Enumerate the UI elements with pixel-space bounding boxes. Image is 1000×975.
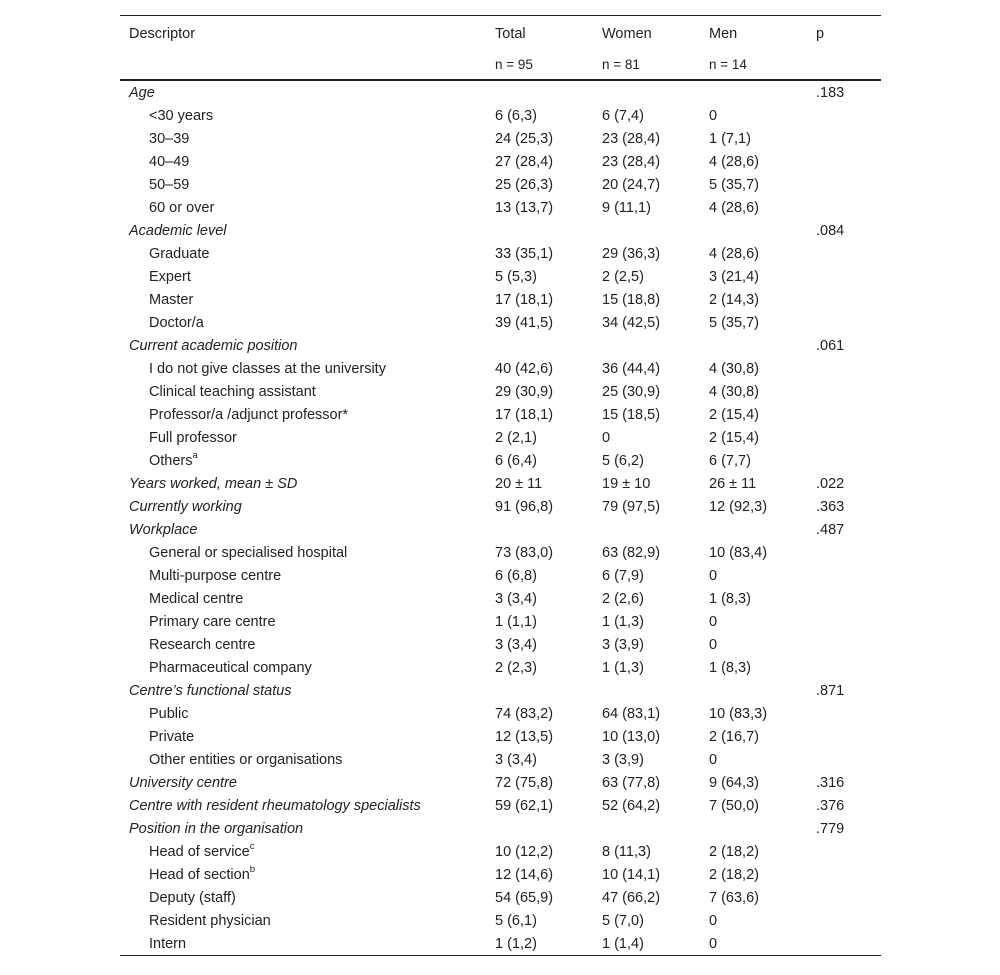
header-p: p xyxy=(807,16,881,50)
descriptor-label: Clinical teaching assistant xyxy=(149,383,316,400)
cell-women: 25 (30,9) xyxy=(602,383,661,400)
cell-descriptor xyxy=(120,288,486,311)
cell-descriptor xyxy=(120,541,486,564)
descriptor-table xyxy=(120,15,881,956)
cell-descriptor xyxy=(120,104,486,127)
cell-women xyxy=(593,219,700,242)
header-row-counts xyxy=(120,49,881,80)
cell-total: 3 (3,4) xyxy=(495,590,537,607)
cell-descriptor xyxy=(120,334,486,357)
cell-men: 2 (16,7) xyxy=(709,728,759,745)
cell-total: 20 ± 11 xyxy=(495,475,543,492)
cell-p xyxy=(807,150,881,173)
descriptor-label: Professor/a /adjunct professor* xyxy=(149,406,349,423)
cell-descriptor xyxy=(120,219,486,242)
descriptor-label: General or specialised hospital xyxy=(149,544,348,561)
cell-p: .316 xyxy=(816,774,845,791)
cell-women xyxy=(593,679,700,702)
table-row xyxy=(120,196,881,219)
cell-descriptor xyxy=(120,932,486,956)
cell-men: 0 xyxy=(709,567,718,584)
table-row xyxy=(120,863,881,886)
cell-women: 1 (1,3) xyxy=(602,659,644,676)
header-empty xyxy=(120,49,486,80)
table-row-category xyxy=(120,472,881,495)
cell-men: 0 xyxy=(709,912,718,929)
table-row xyxy=(120,932,881,956)
cell-women: 9 (11,1) xyxy=(602,199,651,216)
cell-women: 15 (18,5) xyxy=(602,406,661,423)
cell-total: 12 (13,5) xyxy=(495,728,554,745)
cell-descriptor xyxy=(120,909,486,932)
cell-women: 3 (3,9) xyxy=(602,636,644,653)
cell-descriptor xyxy=(120,679,486,702)
descriptor-label: Primary care centre xyxy=(149,613,276,630)
cell-total: 33 (35,1) xyxy=(495,245,554,262)
cell-men: 0 xyxy=(709,107,718,124)
cell-p xyxy=(807,587,881,610)
descriptor-label: Head of section xyxy=(149,866,250,883)
cell-women: 10 (13,0) xyxy=(602,728,661,745)
descriptor-label: Centre with resident rheumatology specialists xyxy=(129,797,421,814)
cell-women: 8 (11,3) xyxy=(602,843,651,860)
cell-p: .183 xyxy=(816,84,845,101)
cell-men: 7 (63,6) xyxy=(709,889,759,906)
cell-men: 6 (7,7) xyxy=(709,452,751,469)
cell-men: 1 (7,1) xyxy=(709,130,751,147)
cell-women: 19 ± 10 xyxy=(602,475,651,492)
table-row xyxy=(120,311,881,334)
cell-p xyxy=(807,725,881,748)
descriptor-label: Research centre xyxy=(149,636,256,653)
descriptor-label: Medical centre xyxy=(149,590,244,607)
cell-total: 10 (12,2) xyxy=(495,843,554,860)
cell-total: 91 (96,8) xyxy=(495,498,554,515)
cell-men: 2 (18,2) xyxy=(709,843,759,860)
descriptor-label: Public xyxy=(149,705,189,722)
cell-descriptor xyxy=(120,840,486,863)
cell-total xyxy=(486,817,593,840)
table-row xyxy=(120,909,881,932)
cell-total: 40 (42,6) xyxy=(495,360,554,377)
cell-men: 9 (64,3) xyxy=(709,774,759,791)
cell-women: 52 (64,2) xyxy=(602,797,661,814)
table-row xyxy=(120,242,881,265)
table-row xyxy=(120,173,881,196)
cell-p xyxy=(807,840,881,863)
cell-p xyxy=(807,932,881,956)
cell-men: 2 (15,4) xyxy=(709,429,759,446)
header-n-women: n = 81 xyxy=(593,49,700,80)
cell-descriptor xyxy=(120,564,486,587)
cell-total xyxy=(486,334,593,357)
cell-men: 10 (83,4) xyxy=(709,544,768,561)
cell-p xyxy=(807,357,881,380)
descriptor-label: Private xyxy=(149,728,195,745)
cell-women: 79 (97,5) xyxy=(602,498,661,515)
cell-men: 2 (14,3) xyxy=(709,291,759,308)
table-row xyxy=(120,403,881,426)
table-row-category xyxy=(120,794,881,817)
cell-women xyxy=(593,518,700,541)
cell-p xyxy=(807,702,881,725)
cell-total: 54 (65,9) xyxy=(495,889,554,906)
table-row xyxy=(120,449,881,472)
cell-p xyxy=(807,265,881,288)
cell-women: 29 (36,3) xyxy=(602,245,661,262)
table-row xyxy=(120,288,881,311)
cell-descriptor xyxy=(120,449,486,472)
cell-men xyxy=(700,817,807,840)
cell-women: 23 (28,4) xyxy=(602,153,661,170)
cell-descriptor xyxy=(120,518,486,541)
cell-p: .871 xyxy=(816,682,845,699)
cell-descriptor xyxy=(120,380,486,403)
cell-total: 12 (14,6) xyxy=(495,866,554,883)
table-header xyxy=(120,16,881,81)
descriptor-label: Years worked, mean ± SD xyxy=(129,475,298,492)
cell-men: 2 (18,2) xyxy=(709,866,759,883)
cell-men: 26 ± 11 xyxy=(709,475,757,492)
cell-men xyxy=(700,334,807,357)
cell-women: 63 (82,9) xyxy=(602,544,661,561)
cell-men: 12 (92,3) xyxy=(709,498,768,515)
cell-men xyxy=(700,518,807,541)
descriptor-label: I do not give classes at the university xyxy=(149,360,386,377)
cell-total: 29 (30,9) xyxy=(495,383,554,400)
cell-women: 1 (1,4) xyxy=(593,932,700,956)
cell-descriptor xyxy=(120,311,486,334)
cell-total: 59 (62,1) xyxy=(495,797,554,814)
cell-descriptor xyxy=(120,771,486,794)
header-total: Total xyxy=(486,16,593,50)
cell-total: 6 (6,8) xyxy=(495,567,537,584)
table-row xyxy=(120,357,881,380)
cell-men: 4 (28,6) xyxy=(709,153,759,170)
table-row xyxy=(120,541,881,564)
table-row xyxy=(120,656,881,679)
table-row xyxy=(120,150,881,173)
cell-men: 3 (21,4) xyxy=(709,268,759,285)
cell-descriptor xyxy=(120,196,486,219)
table-row xyxy=(120,587,881,610)
descriptor-label: Position in the organisation xyxy=(129,820,304,837)
cell-men: 1 (8,3) xyxy=(709,659,751,676)
descriptor-label: Doctor/a xyxy=(149,314,204,331)
cell-descriptor xyxy=(120,587,486,610)
cell-total: 1 (1,2) xyxy=(486,932,593,956)
cell-total: 39 (41,5) xyxy=(495,314,554,331)
cell-descriptor xyxy=(120,150,486,173)
cell-total xyxy=(486,518,593,541)
cell-p: .084 xyxy=(816,222,845,239)
descriptor-label: Centre’s functional status xyxy=(129,682,292,699)
cell-total: 74 (83,2) xyxy=(495,705,554,722)
cell-p xyxy=(807,380,881,403)
cell-women xyxy=(593,334,700,357)
descriptor-label: Pharmaceutical company xyxy=(149,659,312,676)
header-n-p xyxy=(807,49,881,80)
cell-total: 5 (6,1) xyxy=(495,912,537,929)
cell-descriptor xyxy=(120,265,486,288)
table-row xyxy=(120,127,881,150)
cell-women: 2 (2,5) xyxy=(602,268,644,285)
header-n-total: n = 95 xyxy=(486,49,593,80)
cell-men xyxy=(700,679,807,702)
cell-men: 1 (8,3) xyxy=(709,590,751,607)
cell-men: 4 (30,8) xyxy=(709,360,759,377)
cell-descriptor xyxy=(120,656,486,679)
table-row xyxy=(120,380,881,403)
cell-p: .022 xyxy=(816,475,845,492)
descriptor-label: University centre xyxy=(129,774,237,791)
cell-total: 3 (3,4) xyxy=(495,751,537,768)
descriptor-table-container xyxy=(120,15,881,956)
table-row-category xyxy=(120,679,881,702)
cell-descriptor xyxy=(120,817,486,840)
cell-total: 13 (13,7) xyxy=(495,199,554,216)
cell-p: .487 xyxy=(816,521,845,538)
cell-descriptor xyxy=(120,725,486,748)
table-row xyxy=(120,104,881,127)
header-descriptor: Descriptor xyxy=(120,16,486,50)
table-row xyxy=(120,426,881,449)
cell-women: 3 (3,9) xyxy=(602,751,644,768)
cell-men: 0 xyxy=(709,751,718,768)
table-row-category xyxy=(120,219,881,242)
cell-descriptor xyxy=(120,886,486,909)
cell-total: 17 (18,1) xyxy=(495,406,554,423)
descriptor-label: Age xyxy=(129,84,155,101)
cell-descriptor xyxy=(120,633,486,656)
cell-descriptor xyxy=(120,426,486,449)
cell-women: 2 (2,6) xyxy=(602,590,644,607)
cell-total xyxy=(486,219,593,242)
cell-p xyxy=(807,288,881,311)
table-row-category xyxy=(120,771,881,794)
cell-men: 7 (50,0) xyxy=(709,797,759,814)
cell-men: 4 (28,6) xyxy=(709,245,759,262)
cell-men: 10 (83,3) xyxy=(709,705,768,722)
cell-p xyxy=(807,633,881,656)
cell-p xyxy=(807,104,881,127)
cell-women: 47 (66,2) xyxy=(602,889,661,906)
descriptor-label: Current academic position xyxy=(129,337,298,354)
header-women: Women xyxy=(593,16,700,50)
cell-women: 36 (44,4) xyxy=(602,360,661,377)
descriptor-label: Other entities or organisations xyxy=(149,751,343,768)
descriptor-label: Academic level xyxy=(129,222,227,239)
cell-p: .779 xyxy=(816,820,845,837)
cell-p: .363 xyxy=(816,498,845,515)
descriptor-label: Currently working xyxy=(129,498,242,515)
table-row-category xyxy=(120,334,881,357)
descriptor-label: Deputy (staff) xyxy=(149,889,236,906)
footnote-marker: a xyxy=(192,449,198,461)
cell-descriptor xyxy=(120,748,486,771)
cell-p: .376 xyxy=(816,797,845,814)
descriptor-label: Multi-purpose centre xyxy=(149,567,282,584)
cell-men: 0 xyxy=(709,636,718,653)
cell-p: .061 xyxy=(816,337,845,354)
cell-descriptor xyxy=(120,702,486,725)
cell-p xyxy=(807,196,881,219)
cell-total: 5 (5,3) xyxy=(495,268,537,285)
cell-women: 15 (18,8) xyxy=(602,291,661,308)
cell-women: 6 (7,9) xyxy=(602,567,644,584)
cell-descriptor xyxy=(120,242,486,265)
cell-p xyxy=(807,656,881,679)
descriptor-label: Workplace xyxy=(129,521,198,538)
cell-total: 2 (2,3) xyxy=(495,659,537,676)
cell-men: 5 (35,7) xyxy=(709,314,759,331)
descriptor-label: Full professor xyxy=(149,429,237,446)
cell-women: 10 (14,1) xyxy=(602,866,661,883)
cell-descriptor xyxy=(120,794,486,817)
cell-women: 34 (42,5) xyxy=(602,314,661,331)
cell-descriptor xyxy=(120,495,486,518)
table-row xyxy=(120,725,881,748)
table-row xyxy=(120,633,881,656)
table-row xyxy=(120,840,881,863)
cell-descriptor xyxy=(120,863,486,886)
cell-p xyxy=(807,449,881,472)
cell-men: 2 (15,4) xyxy=(709,406,759,423)
cell-p xyxy=(807,863,881,886)
cell-men: 5 (35,7) xyxy=(709,176,759,193)
descriptor-label: Head of service xyxy=(149,843,250,860)
footnote-marker: b xyxy=(249,863,256,875)
cell-descriptor xyxy=(120,403,486,426)
table-body xyxy=(120,80,881,956)
descriptor-label: Expert xyxy=(149,268,191,285)
header-men: Men xyxy=(700,16,807,50)
header-row-labels xyxy=(120,16,881,50)
cell-total xyxy=(486,679,593,702)
cell-total: 25 (26,3) xyxy=(495,176,554,193)
cell-men: 0 xyxy=(700,932,807,956)
descriptor-label: Resident physician xyxy=(149,912,271,929)
cell-p xyxy=(807,242,881,265)
cell-women xyxy=(593,80,700,104)
cell-total: 6 (6,4) xyxy=(495,452,537,469)
cell-men: 4 (30,8) xyxy=(709,383,759,400)
cell-descriptor xyxy=(120,610,486,633)
cell-women xyxy=(593,817,700,840)
cell-women: 5 (6,2) xyxy=(602,452,644,469)
footnote-marker: c xyxy=(249,840,255,852)
descriptor-label: <30 years xyxy=(149,107,214,124)
cell-p xyxy=(807,564,881,587)
descriptor-label: 30–39 xyxy=(149,130,190,147)
cell-total: 27 (28,4) xyxy=(495,153,554,170)
cell-total: 3 (3,4) xyxy=(495,636,537,653)
table-row-category xyxy=(120,518,881,541)
descriptor-label: 40–49 xyxy=(149,153,190,170)
cell-descriptor xyxy=(120,472,486,495)
cell-total: 6 (6,3) xyxy=(495,107,537,124)
cell-total: 1 (1,1) xyxy=(495,613,537,630)
cell-women: 0 xyxy=(602,429,611,446)
table-row-category xyxy=(120,80,881,104)
cell-women: 5 (7,0) xyxy=(602,912,644,929)
descriptor-label: Intern xyxy=(149,935,187,952)
cell-p xyxy=(807,610,881,633)
cell-women: 1 (1,3) xyxy=(602,613,644,630)
cell-men: 4 (28,6) xyxy=(709,199,759,216)
cell-p xyxy=(807,127,881,150)
cell-total: 17 (18,1) xyxy=(495,291,554,308)
cell-total xyxy=(486,80,593,104)
cell-p xyxy=(807,541,881,564)
cell-p xyxy=(807,173,881,196)
cell-women: 20 (24,7) xyxy=(602,176,661,193)
cell-p xyxy=(807,748,881,771)
cell-total: 24 (25,3) xyxy=(495,130,554,147)
cell-men: 0 xyxy=(709,613,718,630)
descriptor-label: Graduate xyxy=(149,245,210,262)
cell-descriptor xyxy=(120,173,486,196)
cell-p xyxy=(807,403,881,426)
descriptor-label: Others xyxy=(149,452,193,469)
table-row xyxy=(120,886,881,909)
cell-descriptor xyxy=(120,80,486,104)
table-row-category xyxy=(120,817,881,840)
cell-women: 23 (28,4) xyxy=(602,130,661,147)
cell-women: 6 (7,4) xyxy=(602,107,644,124)
table-row-category xyxy=(120,495,881,518)
cell-total: 2 (2,1) xyxy=(495,429,537,446)
table-row xyxy=(120,702,881,725)
table-row xyxy=(120,610,881,633)
cell-descriptor xyxy=(120,357,486,380)
cell-women: 63 (77,8) xyxy=(602,774,661,791)
cell-men xyxy=(700,219,807,242)
descriptor-label: Master xyxy=(149,291,194,308)
cell-p xyxy=(807,311,881,334)
table-row xyxy=(120,564,881,587)
table-row xyxy=(120,748,881,771)
header-n-men: n = 14 xyxy=(700,49,807,80)
descriptor-label: 60 or over xyxy=(149,199,215,216)
cell-p xyxy=(807,909,881,932)
cell-men xyxy=(700,80,807,104)
cell-women: 64 (83,1) xyxy=(602,705,661,722)
descriptor-label: 50–59 xyxy=(149,176,190,193)
cell-descriptor xyxy=(120,127,486,150)
cell-p xyxy=(807,886,881,909)
cell-total: 73 (83,0) xyxy=(495,544,554,561)
cell-total: 72 (75,8) xyxy=(495,774,554,791)
table-row xyxy=(120,265,881,288)
cell-p xyxy=(807,426,881,449)
